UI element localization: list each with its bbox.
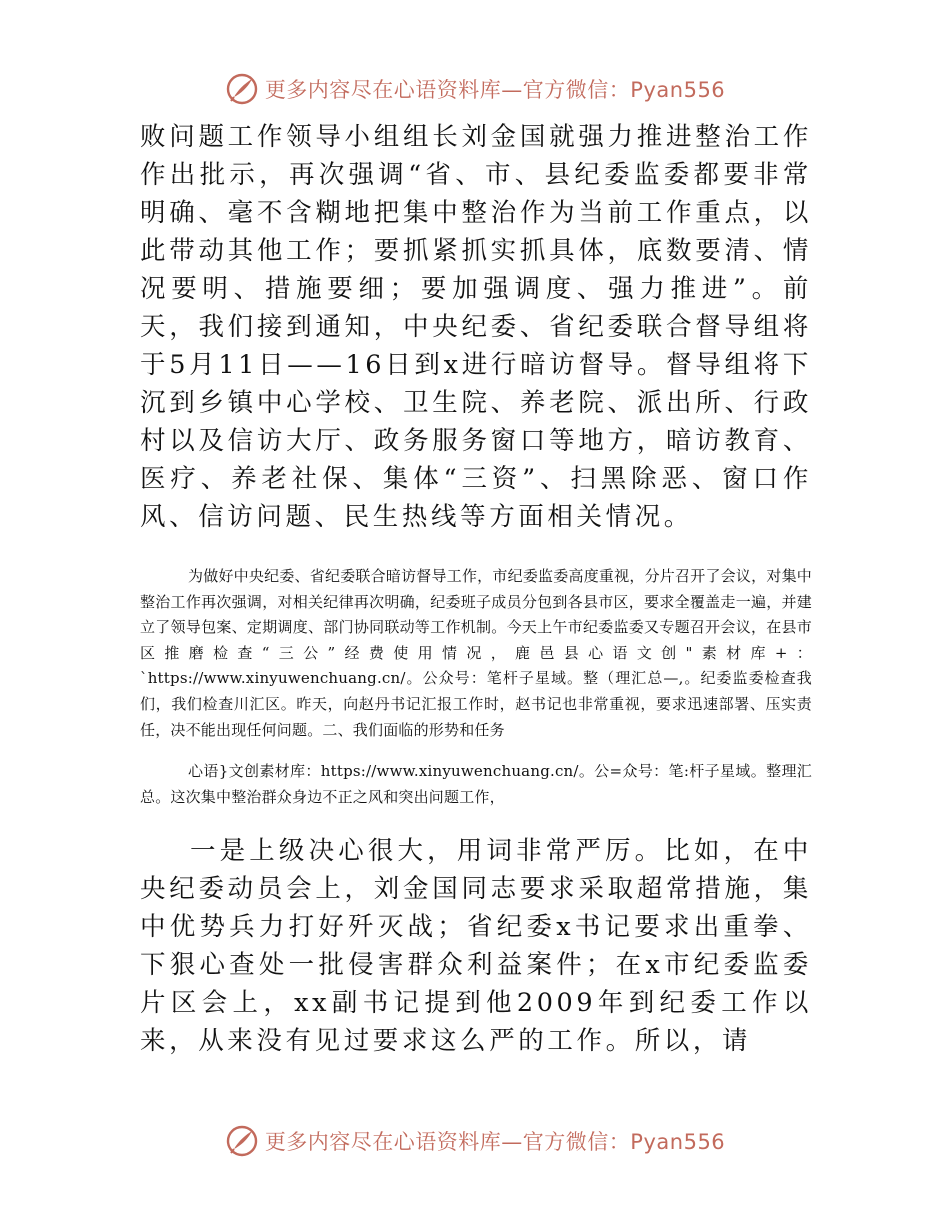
body-paragraph-1: 败问题工作领导小组组长刘金国就强力推进整治工作作出批示，再次强调“省、市、县纪委监委都要非常明确、毫不含糊地把集中整治作为当前工作重点，以此带动其他工作；要抓紧抓实抓具体，底数要清、情况要明、措施要细；要加强调度、强力推进”。前天，我们接到通知，中央纪委、省纪委联合督导组将于5月11日——16日到x进行暗访督导。督导组将下沉到乡镇中心学校、卫生院、养老院、派出所、行政村以及信访大厅、政务服务窗口等地方，暗访教育、医疗、养老社保、集体“三资”、扫黑除恶、窗口作风、信访问题、民生热线等方面相关情况。 <box>140 122 812 532</box>
body-paragraph-3: 心语}文创素材库：https://www.xinyuwenchuang.cn/。公=众号：笔:杆子星域。整理汇总。这次集中整治群众身边不正之风和突出问题工作， <box>140 762 812 806</box>
body-paragraph-4: 一是上级决心很大，用词非常严厉。比如，在中央纪委动员会上，刘金国同志要求采取超常措施，集中优势兵力打好歼灭战；省纪委x书记要求出重拳、下狠心查处一批侵害群众利益案件；在x市纪委监委片区会上，xx副书记提到他2009年到纪委工作以来，从来没有见过要求这么严的工作。所以，请 <box>140 836 812 1057</box>
document-body <box>140 118 812 1060</box>
quill-pen-logo-icon <box>225 1124 259 1158</box>
banner-text: 更多内容尽在心语资料库—官方微信：Pyan556 <box>264 1130 726 1154</box>
footer-banner <box>0 1116 950 1166</box>
banner-text: 更多内容尽在心语资料库—官方微信：Pyan556 <box>264 78 726 102</box>
header-banner <box>0 64 950 114</box>
quill-pen-logo-icon <box>225 72 259 106</box>
body-paragraph-2: 为做好中央纪委、省纪委联合暗访督导工作，市纪委监委高度重视，分片召开了会议，对集中整治工作再次强调，对相关纪律再次明确，纪委班子成员分包到各县市区，要求全覆盖走一遍，并建立了领导包案、定期调度、部门协同联动等工作机制。今天上午市纪委监委又专题召开会议，在县市区推磨检查“三公”经费使用情况，鹿邑县心语文创"素材库+：`https://www.xinyuwenchuang.cn/。公众号：笔杆子星域。整（理汇总—,。纪委监委检查我们，我们检查川汇区。昨天，向赵丹书记汇报工作时，赵书记也非常重视，要求迅速部署、压实责任，决不能出现任何问题。二、我们面临的形势和任务 <box>140 567 812 739</box>
